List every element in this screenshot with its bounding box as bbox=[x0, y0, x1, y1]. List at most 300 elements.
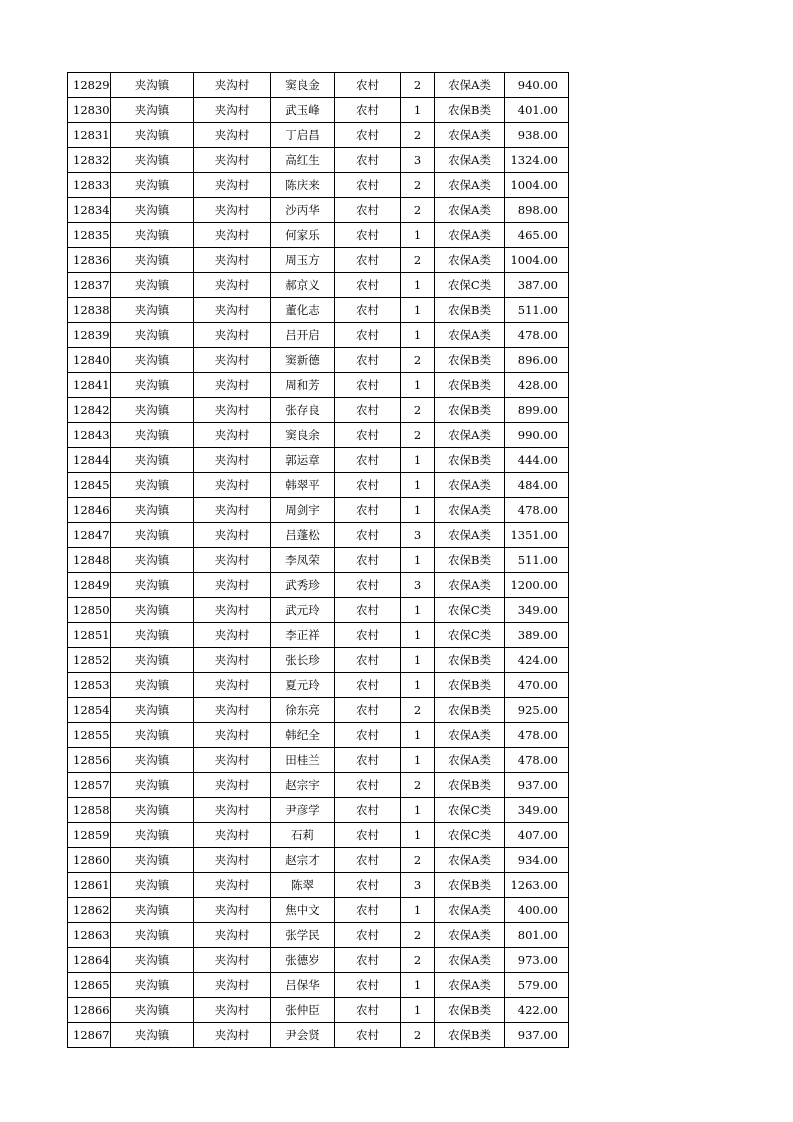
record-id-cell: 12856 bbox=[68, 748, 111, 773]
household-type-cell: 农村 bbox=[335, 673, 401, 698]
household-type-cell: 农村 bbox=[335, 473, 401, 498]
insurance-class-cell: 农保A类 bbox=[435, 498, 505, 523]
name-cell: 武玉峰 bbox=[271, 98, 335, 123]
household-type-cell: 农村 bbox=[335, 898, 401, 923]
village-cell: 夹沟村 bbox=[194, 648, 271, 673]
amount-cell: 349.00 bbox=[505, 598, 569, 623]
name-cell: 陈翠 bbox=[271, 873, 335, 898]
amount-cell: 1200.00 bbox=[505, 573, 569, 598]
village-cell: 夹沟村 bbox=[194, 948, 271, 973]
household-type-cell: 农村 bbox=[335, 248, 401, 273]
table-body bbox=[68, 73, 569, 1048]
amount-cell: 422.00 bbox=[505, 998, 569, 1023]
member-count-cell: 1 bbox=[401, 223, 435, 248]
insurance-class-cell: 农保B类 bbox=[435, 1023, 505, 1048]
table-row bbox=[68, 798, 569, 823]
village-cell: 夹沟村 bbox=[194, 73, 271, 98]
name-cell: 李正祥 bbox=[271, 623, 335, 648]
town-cell: 夹沟镇 bbox=[111, 273, 194, 298]
village-cell: 夹沟村 bbox=[194, 698, 271, 723]
name-cell: 张仲臣 bbox=[271, 998, 335, 1023]
member-count-cell: 1 bbox=[401, 798, 435, 823]
table-row bbox=[68, 698, 569, 723]
table-row bbox=[68, 623, 569, 648]
record-id-cell: 12837 bbox=[68, 273, 111, 298]
record-id-cell: 12844 bbox=[68, 448, 111, 473]
name-cell: 丁启昌 bbox=[271, 123, 335, 148]
village-cell: 夹沟村 bbox=[194, 673, 271, 698]
town-cell: 夹沟镇 bbox=[111, 523, 194, 548]
town-cell: 夹沟镇 bbox=[111, 798, 194, 823]
insurance-class-cell: 农保A类 bbox=[435, 748, 505, 773]
household-type-cell: 农村 bbox=[335, 348, 401, 373]
record-id-cell: 12836 bbox=[68, 248, 111, 273]
insurance-class-cell: 农保A类 bbox=[435, 523, 505, 548]
record-id-cell: 12832 bbox=[68, 148, 111, 173]
table-row bbox=[68, 498, 569, 523]
town-cell: 夹沟镇 bbox=[111, 448, 194, 473]
table-row bbox=[68, 923, 569, 948]
amount-cell: 896.00 bbox=[505, 348, 569, 373]
household-type-cell: 农村 bbox=[335, 298, 401, 323]
household-type-cell: 农村 bbox=[335, 123, 401, 148]
name-cell: 徐东亮 bbox=[271, 698, 335, 723]
village-cell: 夹沟村 bbox=[194, 348, 271, 373]
household-type-cell: 农村 bbox=[335, 923, 401, 948]
household-type-cell: 农村 bbox=[335, 823, 401, 848]
table-row bbox=[68, 298, 569, 323]
village-cell: 夹沟村 bbox=[194, 223, 271, 248]
town-cell: 夹沟镇 bbox=[111, 848, 194, 873]
amount-cell: 478.00 bbox=[505, 748, 569, 773]
member-count-cell: 2 bbox=[401, 248, 435, 273]
town-cell: 夹沟镇 bbox=[111, 1023, 194, 1048]
village-cell: 夹沟村 bbox=[194, 573, 271, 598]
name-cell: 夏元玲 bbox=[271, 673, 335, 698]
insurance-class-cell: 农保C类 bbox=[435, 823, 505, 848]
record-id-cell: 12833 bbox=[68, 173, 111, 198]
town-cell: 夹沟镇 bbox=[111, 748, 194, 773]
member-count-cell: 1 bbox=[401, 973, 435, 998]
insurance-class-cell: 农保B类 bbox=[435, 98, 505, 123]
village-cell: 夹沟村 bbox=[194, 373, 271, 398]
table-row bbox=[68, 123, 569, 148]
table-row bbox=[68, 1023, 569, 1048]
household-type-cell: 农村 bbox=[335, 573, 401, 598]
insurance-class-cell: 农保A类 bbox=[435, 973, 505, 998]
amount-cell: 349.00 bbox=[505, 798, 569, 823]
name-cell: 张德岁 bbox=[271, 948, 335, 973]
town-cell: 夹沟镇 bbox=[111, 998, 194, 1023]
insurance-class-cell: 农保B类 bbox=[435, 298, 505, 323]
amount-cell: 1004.00 bbox=[505, 248, 569, 273]
table-row bbox=[68, 848, 569, 873]
town-cell: 夹沟镇 bbox=[111, 673, 194, 698]
amount-cell: 579.00 bbox=[505, 973, 569, 998]
record-id-cell: 12865 bbox=[68, 973, 111, 998]
village-cell: 夹沟村 bbox=[194, 923, 271, 948]
town-cell: 夹沟镇 bbox=[111, 223, 194, 248]
member-count-cell: 3 bbox=[401, 873, 435, 898]
village-cell: 夹沟村 bbox=[194, 273, 271, 298]
table-row bbox=[68, 598, 569, 623]
household-type-cell: 农村 bbox=[335, 373, 401, 398]
insurance-class-cell: 农保A类 bbox=[435, 573, 505, 598]
table-row bbox=[68, 98, 569, 123]
record-id-cell: 12842 bbox=[68, 398, 111, 423]
household-type-cell: 农村 bbox=[335, 548, 401, 573]
member-count-cell: 1 bbox=[401, 823, 435, 848]
town-cell: 夹沟镇 bbox=[111, 873, 194, 898]
town-cell: 夹沟镇 bbox=[111, 773, 194, 798]
village-cell: 夹沟村 bbox=[194, 423, 271, 448]
town-cell: 夹沟镇 bbox=[111, 823, 194, 848]
amount-cell: 401.00 bbox=[505, 98, 569, 123]
name-cell: 吕蓬松 bbox=[271, 523, 335, 548]
member-count-cell: 1 bbox=[401, 498, 435, 523]
member-count-cell: 3 bbox=[401, 523, 435, 548]
name-cell: 张学民 bbox=[271, 923, 335, 948]
table-row bbox=[68, 323, 569, 348]
insurance-class-cell: 农保C类 bbox=[435, 598, 505, 623]
town-cell: 夹沟镇 bbox=[111, 498, 194, 523]
record-id-cell: 12859 bbox=[68, 823, 111, 848]
insurance-class-cell: 农保B类 bbox=[435, 698, 505, 723]
insurance-class-cell: 农保A类 bbox=[435, 323, 505, 348]
village-cell: 夹沟村 bbox=[194, 548, 271, 573]
table-row bbox=[68, 248, 569, 273]
member-count-cell: 2 bbox=[401, 423, 435, 448]
name-cell: 周和芳 bbox=[271, 373, 335, 398]
member-count-cell: 2 bbox=[401, 1023, 435, 1048]
insurance-class-cell: 农保A类 bbox=[435, 73, 505, 98]
insurance-class-cell: 农保B类 bbox=[435, 648, 505, 673]
name-cell: 韩翠平 bbox=[271, 473, 335, 498]
village-cell: 夹沟村 bbox=[194, 823, 271, 848]
table-row bbox=[68, 648, 569, 673]
insurance-class-cell: 农保A类 bbox=[435, 423, 505, 448]
record-id-cell: 12841 bbox=[68, 373, 111, 398]
town-cell: 夹沟镇 bbox=[111, 723, 194, 748]
amount-cell: 470.00 bbox=[505, 673, 569, 698]
village-cell: 夹沟村 bbox=[194, 173, 271, 198]
member-count-cell: 1 bbox=[401, 748, 435, 773]
table-row bbox=[68, 173, 569, 198]
amount-cell: 1351.00 bbox=[505, 523, 569, 548]
amount-cell: 938.00 bbox=[505, 123, 569, 148]
record-id-cell: 12857 bbox=[68, 773, 111, 798]
household-type-cell: 农村 bbox=[335, 998, 401, 1023]
member-count-cell: 1 bbox=[401, 598, 435, 623]
record-id-cell: 12861 bbox=[68, 873, 111, 898]
amount-cell: 899.00 bbox=[505, 398, 569, 423]
household-type-cell: 农村 bbox=[335, 148, 401, 173]
member-count-cell: 2 bbox=[401, 173, 435, 198]
member-count-cell: 1 bbox=[401, 298, 435, 323]
village-cell: 夹沟村 bbox=[194, 748, 271, 773]
table-row bbox=[68, 348, 569, 373]
town-cell: 夹沟镇 bbox=[111, 123, 194, 148]
record-id-cell: 12839 bbox=[68, 323, 111, 348]
member-count-cell: 1 bbox=[401, 898, 435, 923]
amount-cell: 1324.00 bbox=[505, 148, 569, 173]
amount-cell: 940.00 bbox=[505, 73, 569, 98]
town-cell: 夹沟镇 bbox=[111, 198, 194, 223]
insurance-class-cell: 农保B类 bbox=[435, 548, 505, 573]
record-id-cell: 12843 bbox=[68, 423, 111, 448]
amount-cell: 407.00 bbox=[505, 823, 569, 848]
amount-cell: 511.00 bbox=[505, 298, 569, 323]
member-count-cell: 1 bbox=[401, 473, 435, 498]
household-type-cell: 农村 bbox=[335, 723, 401, 748]
record-id-cell: 12847 bbox=[68, 523, 111, 548]
record-id-cell: 12845 bbox=[68, 473, 111, 498]
record-id-cell: 12850 bbox=[68, 598, 111, 623]
table-row bbox=[68, 973, 569, 998]
amount-cell: 387.00 bbox=[505, 273, 569, 298]
name-cell: 李凤荣 bbox=[271, 548, 335, 573]
member-count-cell: 3 bbox=[401, 148, 435, 173]
household-type-cell: 农村 bbox=[335, 948, 401, 973]
name-cell: 窦新德 bbox=[271, 348, 335, 373]
record-id-cell: 12838 bbox=[68, 298, 111, 323]
record-id-cell: 12846 bbox=[68, 498, 111, 523]
table-row bbox=[68, 673, 569, 698]
table-row bbox=[68, 873, 569, 898]
member-count-cell: 1 bbox=[401, 448, 435, 473]
household-type-cell: 农村 bbox=[335, 623, 401, 648]
member-count-cell: 2 bbox=[401, 348, 435, 373]
member-count-cell: 2 bbox=[401, 398, 435, 423]
insurance-class-cell: 农保A类 bbox=[435, 948, 505, 973]
town-cell: 夹沟镇 bbox=[111, 248, 194, 273]
member-count-cell: 1 bbox=[401, 998, 435, 1023]
name-cell: 韩纪全 bbox=[271, 723, 335, 748]
name-cell: 周剑宇 bbox=[271, 498, 335, 523]
record-id-cell: 12830 bbox=[68, 98, 111, 123]
amount-cell: 478.00 bbox=[505, 498, 569, 523]
member-count-cell: 3 bbox=[401, 573, 435, 598]
household-type-cell: 农村 bbox=[335, 848, 401, 873]
insurance-class-cell: 农保A类 bbox=[435, 223, 505, 248]
name-cell: 高红生 bbox=[271, 148, 335, 173]
insurance-class-cell: 农保A类 bbox=[435, 848, 505, 873]
amount-cell: 973.00 bbox=[505, 948, 569, 973]
name-cell: 沙丙华 bbox=[271, 198, 335, 223]
name-cell: 吕保华 bbox=[271, 973, 335, 998]
amount-cell: 1263.00 bbox=[505, 873, 569, 898]
amount-cell: 478.00 bbox=[505, 723, 569, 748]
household-type-cell: 农村 bbox=[335, 223, 401, 248]
amount-cell: 389.00 bbox=[505, 623, 569, 648]
amount-cell: 934.00 bbox=[505, 848, 569, 873]
table-row bbox=[68, 148, 569, 173]
amount-cell: 801.00 bbox=[505, 923, 569, 948]
name-cell: 焦中文 bbox=[271, 898, 335, 923]
village-cell: 夹沟村 bbox=[194, 898, 271, 923]
amount-cell: 925.00 bbox=[505, 698, 569, 723]
record-id-cell: 12848 bbox=[68, 548, 111, 573]
table-row bbox=[68, 473, 569, 498]
table-row bbox=[68, 223, 569, 248]
village-cell: 夹沟村 bbox=[194, 498, 271, 523]
village-cell: 夹沟村 bbox=[194, 723, 271, 748]
table-row bbox=[68, 948, 569, 973]
amount-cell: 511.00 bbox=[505, 548, 569, 573]
name-cell: 张长珍 bbox=[271, 648, 335, 673]
town-cell: 夹沟镇 bbox=[111, 973, 194, 998]
household-type-cell: 农村 bbox=[335, 698, 401, 723]
record-id-cell: 12829 bbox=[68, 73, 111, 98]
amount-cell: 1004.00 bbox=[505, 173, 569, 198]
household-type-cell: 农村 bbox=[335, 973, 401, 998]
record-id-cell: 12866 bbox=[68, 998, 111, 1023]
town-cell: 夹沟镇 bbox=[111, 373, 194, 398]
member-count-cell: 1 bbox=[401, 548, 435, 573]
insurance-class-cell: 农保C类 bbox=[435, 273, 505, 298]
member-count-cell: 1 bbox=[401, 273, 435, 298]
village-cell: 夹沟村 bbox=[194, 623, 271, 648]
name-cell: 张存良 bbox=[271, 398, 335, 423]
amount-cell: 400.00 bbox=[505, 898, 569, 923]
insurance-class-cell: 农保B类 bbox=[435, 448, 505, 473]
table-row bbox=[68, 823, 569, 848]
insurance-class-cell: 农保B类 bbox=[435, 773, 505, 798]
amount-cell: 465.00 bbox=[505, 223, 569, 248]
village-cell: 夹沟村 bbox=[194, 198, 271, 223]
member-count-cell: 2 bbox=[401, 123, 435, 148]
household-type-cell: 农村 bbox=[335, 798, 401, 823]
town-cell: 夹沟镇 bbox=[111, 648, 194, 673]
amount-cell: 898.00 bbox=[505, 198, 569, 223]
insurance-class-cell: 农保A类 bbox=[435, 473, 505, 498]
table-row bbox=[68, 548, 569, 573]
amount-cell: 444.00 bbox=[505, 448, 569, 473]
member-count-cell: 1 bbox=[401, 673, 435, 698]
household-type-cell: 农村 bbox=[335, 773, 401, 798]
village-cell: 夹沟村 bbox=[194, 773, 271, 798]
name-cell: 郝京义 bbox=[271, 273, 335, 298]
insurance-class-cell: 农保A类 bbox=[435, 898, 505, 923]
household-type-cell: 农村 bbox=[335, 423, 401, 448]
name-cell: 石莉 bbox=[271, 823, 335, 848]
record-id-cell: 12849 bbox=[68, 573, 111, 598]
table-row bbox=[68, 773, 569, 798]
village-cell: 夹沟村 bbox=[194, 1023, 271, 1048]
member-count-cell: 1 bbox=[401, 623, 435, 648]
table-row bbox=[68, 273, 569, 298]
village-cell: 夹沟村 bbox=[194, 473, 271, 498]
table-row bbox=[68, 423, 569, 448]
town-cell: 夹沟镇 bbox=[111, 473, 194, 498]
member-count-cell: 2 bbox=[401, 73, 435, 98]
town-cell: 夹沟镇 bbox=[111, 323, 194, 348]
table-row bbox=[68, 73, 569, 98]
town-cell: 夹沟镇 bbox=[111, 548, 194, 573]
table-row bbox=[68, 523, 569, 548]
record-id-cell: 12840 bbox=[68, 348, 111, 373]
insurance-class-cell: 农保B类 bbox=[435, 398, 505, 423]
name-cell: 董化志 bbox=[271, 298, 335, 323]
household-type-cell: 农村 bbox=[335, 598, 401, 623]
town-cell: 夹沟镇 bbox=[111, 423, 194, 448]
town-cell: 夹沟镇 bbox=[111, 298, 194, 323]
record-id-cell: 12831 bbox=[68, 123, 111, 148]
household-type-cell: 农村 bbox=[335, 273, 401, 298]
village-cell: 夹沟村 bbox=[194, 398, 271, 423]
insurance-class-cell: 农保B类 bbox=[435, 673, 505, 698]
member-count-cell: 1 bbox=[401, 98, 435, 123]
town-cell: 夹沟镇 bbox=[111, 398, 194, 423]
household-type-cell: 农村 bbox=[335, 323, 401, 348]
table-row bbox=[68, 998, 569, 1023]
insurance-class-cell: 农保A类 bbox=[435, 173, 505, 198]
town-cell: 夹沟镇 bbox=[111, 348, 194, 373]
household-type-cell: 农村 bbox=[335, 198, 401, 223]
name-cell: 武秀珍 bbox=[271, 573, 335, 598]
town-cell: 夹沟镇 bbox=[111, 73, 194, 98]
household-type-cell: 农村 bbox=[335, 173, 401, 198]
town-cell: 夹沟镇 bbox=[111, 173, 194, 198]
village-cell: 夹沟村 bbox=[194, 598, 271, 623]
amount-cell: 937.00 bbox=[505, 773, 569, 798]
name-cell: 尹会贤 bbox=[271, 1023, 335, 1048]
household-type-cell: 农村 bbox=[335, 523, 401, 548]
member-count-cell: 1 bbox=[401, 373, 435, 398]
name-cell: 陈庆来 bbox=[271, 173, 335, 198]
village-cell: 夹沟村 bbox=[194, 98, 271, 123]
village-cell: 夹沟村 bbox=[194, 148, 271, 173]
town-cell: 夹沟镇 bbox=[111, 698, 194, 723]
household-type-cell: 农村 bbox=[335, 648, 401, 673]
name-cell: 周玉方 bbox=[271, 248, 335, 273]
village-cell: 夹沟村 bbox=[194, 448, 271, 473]
name-cell: 赵宗才 bbox=[271, 848, 335, 873]
village-cell: 夹沟村 bbox=[194, 123, 271, 148]
insurance-class-cell: 农保A类 bbox=[435, 123, 505, 148]
town-cell: 夹沟镇 bbox=[111, 898, 194, 923]
amount-cell: 937.00 bbox=[505, 1023, 569, 1048]
name-cell: 武元玲 bbox=[271, 598, 335, 623]
record-id-cell: 12864 bbox=[68, 948, 111, 973]
town-cell: 夹沟镇 bbox=[111, 948, 194, 973]
name-cell: 赵宗宇 bbox=[271, 773, 335, 798]
town-cell: 夹沟镇 bbox=[111, 573, 194, 598]
name-cell: 何家乐 bbox=[271, 223, 335, 248]
village-cell: 夹沟村 bbox=[194, 323, 271, 348]
amount-cell: 484.00 bbox=[505, 473, 569, 498]
amount-cell: 428.00 bbox=[505, 373, 569, 398]
member-count-cell: 2 bbox=[401, 773, 435, 798]
member-count-cell: 2 bbox=[401, 948, 435, 973]
table-row bbox=[68, 573, 569, 598]
amount-cell: 478.00 bbox=[505, 323, 569, 348]
table-row bbox=[68, 898, 569, 923]
household-type-cell: 农村 bbox=[335, 448, 401, 473]
name-cell: 郭运章 bbox=[271, 448, 335, 473]
village-cell: 夹沟村 bbox=[194, 798, 271, 823]
village-cell: 夹沟村 bbox=[194, 998, 271, 1023]
member-count-cell: 1 bbox=[401, 323, 435, 348]
insurance-class-cell: 农保A类 bbox=[435, 148, 505, 173]
records-table bbox=[67, 72, 569, 1048]
record-id-cell: 12863 bbox=[68, 923, 111, 948]
record-id-cell: 12834 bbox=[68, 198, 111, 223]
name-cell: 田桂兰 bbox=[271, 748, 335, 773]
record-id-cell: 12835 bbox=[68, 223, 111, 248]
record-id-cell: 12855 bbox=[68, 723, 111, 748]
member-count-cell: 2 bbox=[401, 198, 435, 223]
